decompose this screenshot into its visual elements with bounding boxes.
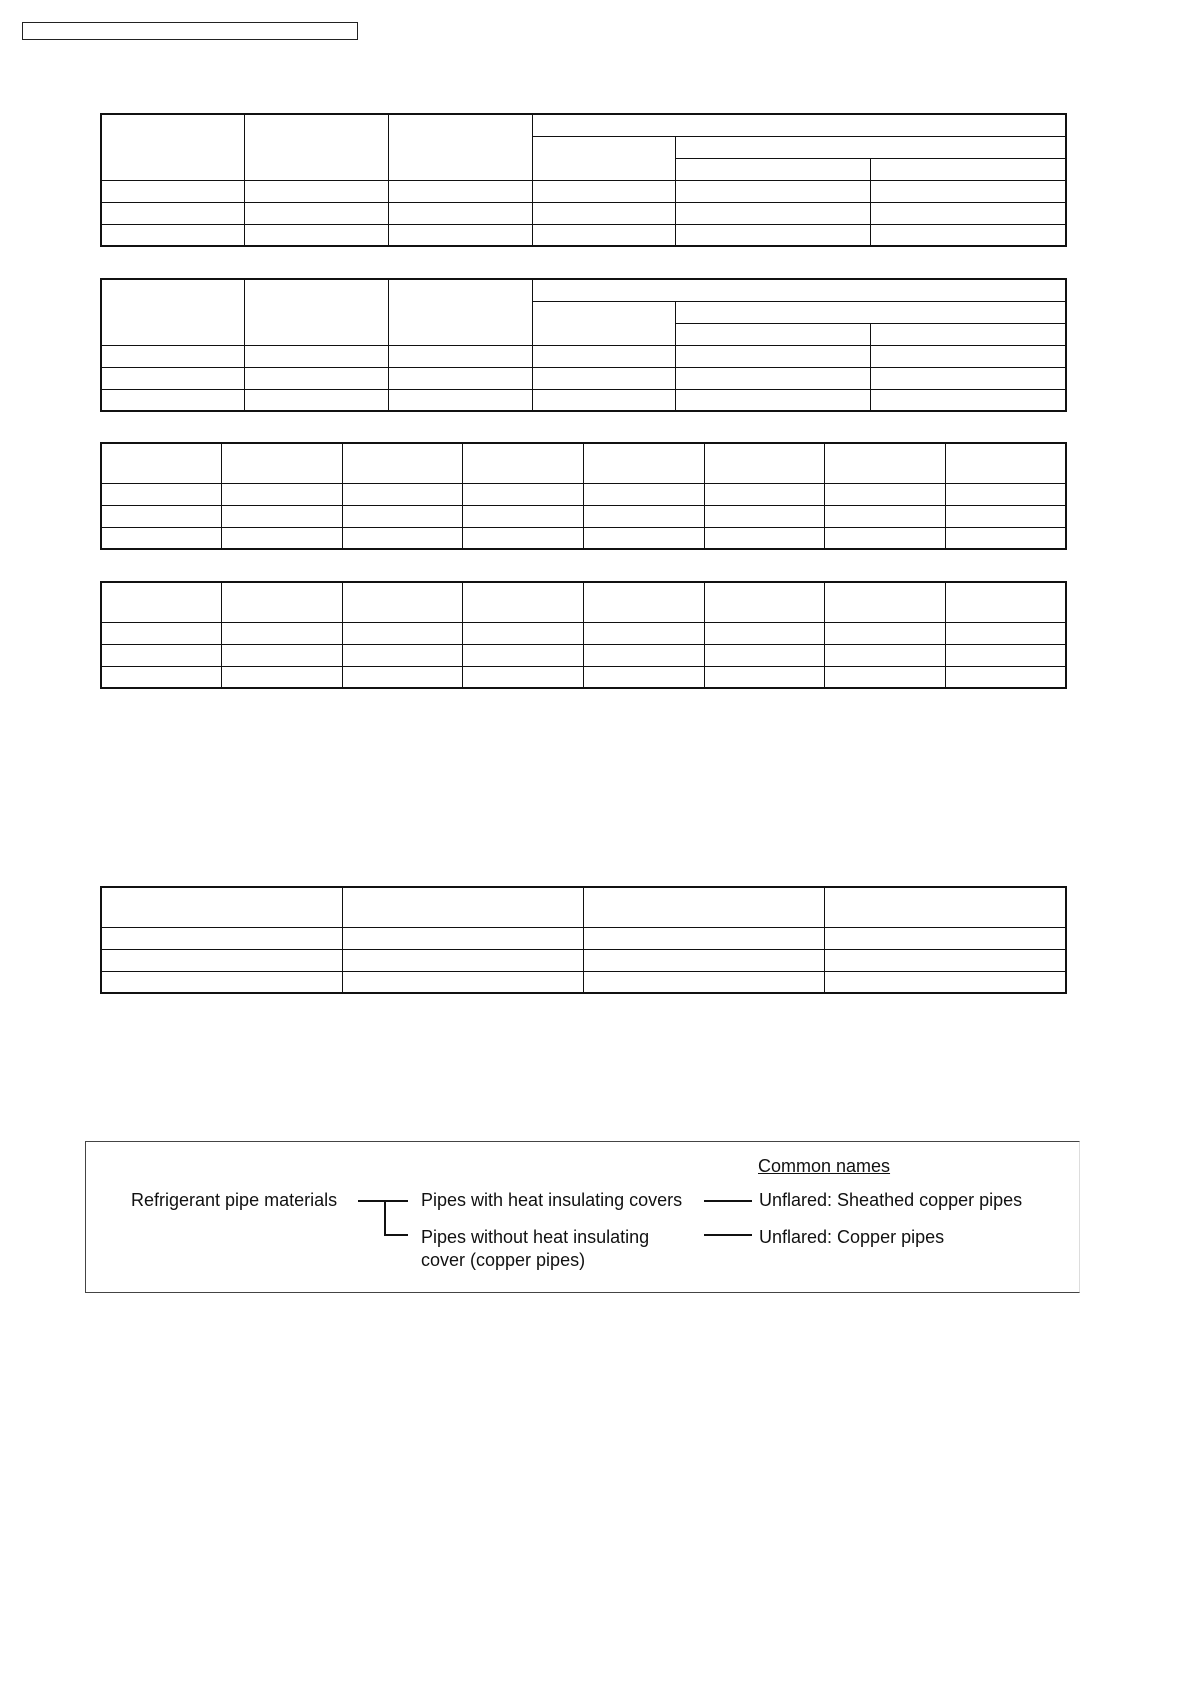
- table-row: [101, 644, 1066, 666]
- spec-table-1: [100, 113, 1067, 247]
- table-cell: [388, 279, 532, 345]
- table-cell: [101, 114, 244, 180]
- table-row: [101, 949, 1066, 971]
- table-cell: [532, 279, 1066, 301]
- table-row: [101, 345, 1066, 367]
- table-row: [101, 622, 1066, 644]
- branch-2-material-line1: Pipes without heat insulating: [421, 1227, 650, 1247]
- branch-1-material: Pipes with heat insulating covers: [421, 1190, 683, 1210]
- table-cell: [244, 279, 388, 345]
- common-name-2-line: [704, 1234, 752, 1236]
- table-cell: [675, 136, 1066, 158]
- table-header-row: [101, 443, 1066, 483]
- table-row: [101, 367, 1066, 389]
- common-name-1-line: [704, 1200, 752, 1202]
- table-row: [101, 971, 1066, 993]
- table-cell: [675, 158, 870, 180]
- table-row: [101, 666, 1066, 688]
- table-row: [101, 202, 1066, 224]
- table-cell: [532, 301, 675, 345]
- connector-vertical-line: [384, 1200, 386, 1236]
- table-cell: [532, 136, 675, 180]
- table-header-row: [101, 582, 1066, 622]
- table-row: [101, 224, 1066, 246]
- pipe-materials-diagram: [85, 1141, 1080, 1293]
- connector-root-line: [358, 1200, 384, 1202]
- spec-table-3: [100, 442, 1067, 550]
- table-cell: [675, 301, 1066, 323]
- table-cell: [870, 323, 1066, 345]
- branch-2-material-line2: cover (copper pipes): [421, 1250, 586, 1270]
- connector-branch-2-line: [384, 1234, 408, 1236]
- table-cell: [675, 323, 870, 345]
- table-row: [101, 505, 1066, 527]
- branch-1-common-name: Unflared: Sheathed copper pipes: [759, 1190, 1023, 1210]
- table-cell: [244, 114, 388, 180]
- table-row: [101, 389, 1066, 411]
- spec-table-5: [100, 886, 1067, 994]
- table-cell: [388, 114, 532, 180]
- root-label: Refrigerant pipe materials: [131, 1190, 338, 1210]
- table-row: [101, 527, 1066, 549]
- spec-table-4: [100, 581, 1067, 689]
- header-label-box: [22, 22, 358, 40]
- table-row: [101, 180, 1066, 202]
- table-row: [101, 927, 1066, 949]
- branch-2-common-name: Unflared: Copper pipes: [759, 1227, 945, 1247]
- spec-table-2: [100, 278, 1067, 412]
- table-cell: [870, 158, 1066, 180]
- connector-branch-1-line: [384, 1200, 408, 1202]
- table-row: [101, 483, 1066, 505]
- table-cell: [101, 279, 244, 345]
- table-header-row: [101, 887, 1066, 927]
- table-cell: [532, 114, 1066, 136]
- common-names-heading: Common names: [758, 1156, 891, 1176]
